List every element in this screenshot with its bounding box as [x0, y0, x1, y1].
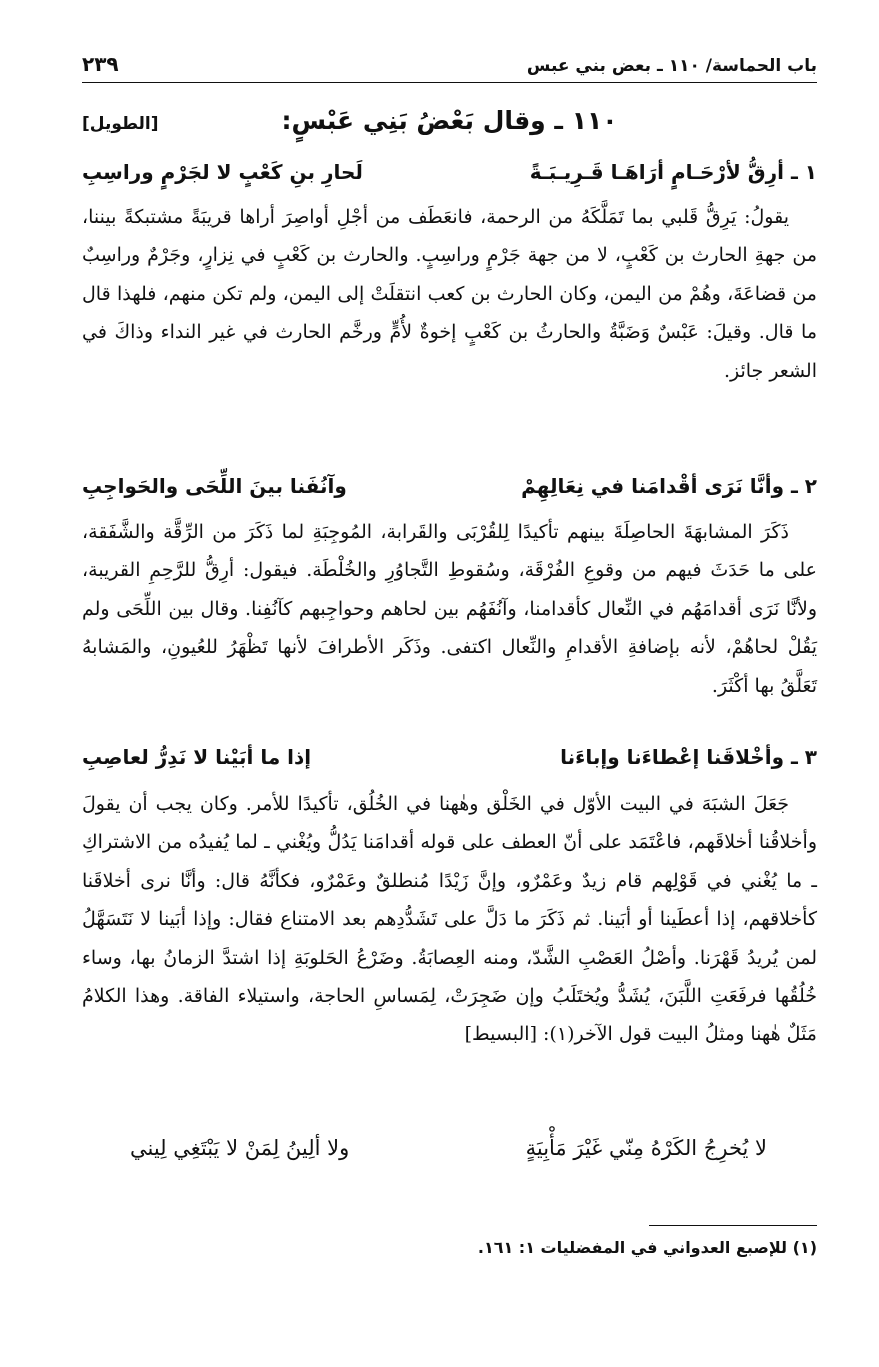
quoted-verse	[130, 1136, 767, 1176]
running-header-title: باب الحماسة/ ١١٠ ـ بعض بني عبس	[526, 56, 817, 76]
verse-2-hemistich-1: ٢ ـ وأنَّا نَرَى أقْدامَنا في نِعَالِهِمْ	[521, 474, 817, 498]
page-number: ٢٣٩	[82, 52, 119, 76]
verse-1-hemistich-2: لَحارِ بنِ كَعْبٍ لا لجَرْمٍ وراسِبِ	[82, 160, 363, 184]
quoted-verse-hemistich-1: لا يُخرِجُ الكَرْهُ مِنّي غَيْرَ مَأْبِيَةٍ	[525, 1136, 767, 1160]
commentary-paragraph-1: يقولُ: يَرِقُّ قَلبي بما تَمَلَّكَهُ من الرحمة، فانعَطَف من أجْلِ أواصِرَ أراها قريبَةً مشتبكةً بيننا، من جهةِ الحارث بن كَعْبٍ، لا من جهة جَرْمٍ وراسِبٍ. والحارث بن كَعْبٍ في نِزارٍ، وجَرْمٌ وراسِبٌ من قضاعَةَ، وهُمْ من اليمن، وكان الحارث بن كعب انتقلَتْ إلى اليمن، ولم تكن منهم، فلهذا قال ما قال. وقيلَ: عَبْسٌ وَضَبَّةُ والحارثُ بن كَعْبٍ إخوةٌ لأُمٍّ ورخَّم الحارث في غير النداء وذاكَ في الشعر جائز.	[82, 206, 817, 382]
section-meter: [الطويل]	[82, 114, 159, 134]
section-heading	[82, 106, 817, 150]
section-title: ١١٠ ـ وقال بَعْضُ بَنِي عَبْسٍ:	[281, 106, 618, 135]
verse-2-hemistich-2: وآنُفَنا بينَ اللِّحَى والحَواجِبِ	[82, 474, 347, 498]
quoted-verse-hemistich-2: ولا ألِينُ لِمَنْ لا يَبْتَغِي لِيني	[130, 1136, 350, 1160]
commentary-verse-1	[82, 198, 817, 390]
verse-3-hemistich-2: إذا ما أبَيْنا لا نَدِرُّ لعاصِبِ	[82, 745, 312, 769]
footnote: (١) للإصبع العدواني في المفضليات ١: ١٦١.	[477, 1238, 817, 1257]
commentary-verse-3	[82, 785, 817, 1054]
verse-1	[82, 160, 817, 202]
verse-3-hemistich-1: ٣ ـ وأخْلاقَنا إعْطاءَنا وإباءَنا	[560, 745, 817, 769]
verse-3	[82, 745, 817, 787]
commentary-verse-2	[82, 513, 817, 705]
verse-2	[82, 474, 817, 516]
verse-1-hemistich-1: ١ ـ أرِقُّ لأرْحَـامٍ أرَاهَـا قَـرِيـبَـةً	[529, 160, 817, 184]
commentary-paragraph-2: ذَكَرَ المشابهَةَ الحاصِلَةَ بينهم تأكيدًا لِلقُرْبَى والقَرابة، المُوجِبَةِ لما ذَكَرَ من الرِّقَّة والشَّفَقة، على ما حَدَثَ فيهم من وقوعِ الفُرْقَة، وسُقوطِ التَّجاوُرِ والخُلْطَة. فيقول: أرِقُّ للرَّحِمِ القريبة، ولأنَّا نَرَى أقدامَهُم في النِّعال كأقدامنا، وآنُفَهُم بين لحاهم وحواجِبهم كآنُفِنا. وقال بين اللِّحَى ولم يَقُلْ لحاهُمْ، لأنه بإضافةِ الأقدامِ والنِّعال اكتفى. وذَكَر الأطرافَ لأنها تَظْهَرُ للعُيونِ، والمَشابهُ تَعَلَّقُ بها أكْثَرَ.	[82, 521, 817, 697]
running-header	[82, 50, 817, 83]
commentary-paragraph-3: جَعَلَ الشبَهَ في البيت الأوّل في الخَلْق وهٰهنا في الخُلُق، تأكيدًا للأمر. وكان يجب أن يقولَ وأخلاقُنا أخلاقَهم، فاعْتَمَد على أنّ العطف على قوله أقدامَنا يَدُلُّ ويُغْني ـ لما يُفيدُه من الاشتراكِ ـ ما يُغْني في قَوْلِهم قام زيدٌ وعَمْرٌو، وإنَّ زَيْدًا مُنطلقٌ وعَمْرٌو، فكأنَّهُ قال: وأنَّا نرى أخلاقَنا كأخلاقهم، إذا أعطَينا أو أبَينا. ثم ذَكَرَ ما دَلَّ على تَشَدُّدِهم بعد الامتناع فقال: وإذا أبَينا لا نَتَسَهَّلُ لمن يُريدُ قَهْرَنا. وأصْلُ العَصْبِ الشَّدّ، ومنه العِصابَةُ. وضَرْعُ الحَلوبَةِ إذا اشتدَّ الزمانُ بها، وساء خُلُقُها فرفَعَتِ اللَّبَنَ، يُشَدُّ ويُختَلَبُ وإن ضَجِرَتْ، لِمَساسِ الحاجة، واستيلاء الفاقة. وهذا الكلامُ مَثَلٌ هٰهنا ومثلُ البيت قول الآخر(١): [البسيط]	[82, 793, 817, 1046]
footnote-divider	[649, 1225, 817, 1226]
